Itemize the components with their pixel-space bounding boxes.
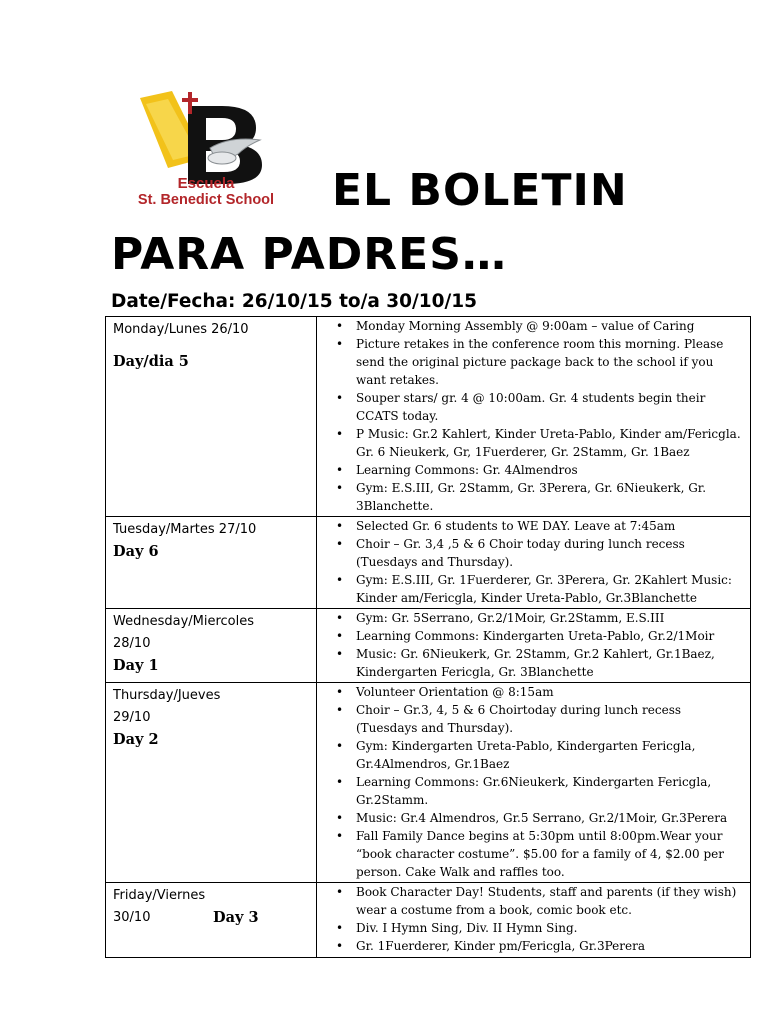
day-date-row xyxy=(113,907,310,929)
newsletter-title-line2: PARA PADRES… xyxy=(111,229,507,280)
events-list xyxy=(317,517,750,608)
list-item: • Learning Commons: Gr.6Nieukerk, Kindergarten Fericgla, Gr.2Stamm. xyxy=(335,773,746,809)
logo-emblem xyxy=(110,88,302,188)
events-cell xyxy=(317,317,751,517)
day-cell xyxy=(106,517,317,609)
events-cell xyxy=(317,883,751,958)
list-item: • Selected Gr. 6 students to WE DAY. Leave at 7:45am xyxy=(335,517,746,535)
list-item: • Souper stars/ gr. 4 @ 10:00am. Gr. 4 students begin their CCATS today. xyxy=(335,389,746,425)
list-item: • Gym: E.S.III, Gr. 1Fuerderer, Gr. 3Perera, Gr. 2Kahlert Music: Kinder am/Fericgla, Kinder Ureta-Pablo, Gr.3Blanchette xyxy=(335,571,746,607)
list-item: • Picture retakes in the conference room this morning. Please send the original picture package back to the school if you want retakes. xyxy=(335,335,746,389)
day-date: 28/10 xyxy=(113,636,151,651)
list-item: • Div. I Hymn Sing, Div. II Hymn Sing. xyxy=(335,919,746,937)
list-item: • Gym: Kindergarten Ureta-Pablo, Kindergarten Fericgla, Gr.4Almendros, Gr.1Baez xyxy=(335,737,746,773)
table-row-tuesday xyxy=(106,517,751,609)
events-list xyxy=(317,883,750,956)
day-cell xyxy=(106,683,317,883)
date-range: Date/Fecha: 26/10/15 to/a 30/10/15 xyxy=(111,291,478,312)
table-row-wednesday xyxy=(106,609,751,683)
school-logo xyxy=(110,88,302,210)
day-cell xyxy=(106,883,317,958)
list-item: • Gym: E.S.III, Gr. 2Stamm, Gr. 3Perera, Gr. 6Nieukerk, Gr. 3Blanchette. xyxy=(335,479,746,515)
day-number: Day/dia 5 xyxy=(113,353,189,370)
day-name: Wednesday/Miercoles xyxy=(113,614,255,629)
list-item: • Gym: Gr. 5Serrano, Gr.2/1Moir, Gr.2Stamm, E.S.III xyxy=(335,609,746,627)
newsletter-title-line1: EL BOLETIN xyxy=(332,165,628,216)
list-item: • Learning Commons: Gr. 4Almendros xyxy=(335,461,746,479)
day-cell xyxy=(106,609,317,683)
weekly-schedule-table xyxy=(105,316,751,958)
events-list xyxy=(317,683,750,882)
list-item: • Fall Family Dance begins at 5:30pm until 8:00pm.Wear your “book character costume”. $5.00 for a family of 4, $2.00 per person. Cake Walk and raffles too. xyxy=(335,827,746,881)
table-row-monday xyxy=(106,317,751,517)
events-list xyxy=(317,317,750,516)
list-item: • Choir – Gr. 3,4 ,5 & 6 Choir today during lunch recess (Tuesdays and Thursday). xyxy=(335,535,746,571)
day-cell xyxy=(106,317,317,517)
events-list xyxy=(317,609,750,682)
list-item: • Volunteer Orientation @ 8:15am xyxy=(335,683,746,701)
events-cell xyxy=(317,683,751,883)
list-item: • P Music: Gr.2 Kahlert, Kinder Ureta-Pablo, Kinder am/Fericgla. Gr. 6 Nieukerk, Gr, 1Fuerderer, Gr. 2Stamm, Gr. 1Baez xyxy=(335,425,746,461)
list-item: • Book Character Day! Students, staff and parents (if they wish) wear a costume from a book, comic book etc. xyxy=(335,883,746,919)
events-cell xyxy=(317,609,751,683)
day-number: Day 3 xyxy=(213,909,259,926)
table-row-thursday xyxy=(106,683,751,883)
list-item: • Monday Morning Assembly @ 9:00am – value of Caring xyxy=(335,317,746,335)
day-number: Day 2 xyxy=(113,731,159,748)
day-date: 30/10 xyxy=(113,910,151,925)
events-cell xyxy=(317,517,751,609)
day-name: Friday/Viernes xyxy=(113,888,206,903)
list-item: • Choir – Gr.3, 4, 5 & 6 Choirtoday during lunch recess (Tuesdays and Thursday). xyxy=(335,701,746,737)
day-name: Thursday/Jueves xyxy=(113,688,221,703)
day-name: Tuesday/Martes 27/10 xyxy=(113,522,257,537)
logo-line-school-name: St. Benedict School xyxy=(137,192,275,208)
logo-line-escuela: Escuela xyxy=(177,175,235,192)
list-item: • Music: Gr.4 Almendros, Gr.5 Serrano, Gr.2/1Moir, Gr.3Perera xyxy=(335,809,746,827)
day-number: Day 6 xyxy=(113,543,159,560)
day-date: 29/10 xyxy=(113,710,151,725)
day-name: Monday/Lunes 26/10 xyxy=(113,322,249,337)
list-item: • Learning Commons: Kindergarten Ureta-Pablo, Gr.2/1Moir xyxy=(335,627,746,645)
day-number: Day 1 xyxy=(113,657,159,674)
list-item: • Music: Gr. 6Nieukerk, Gr. 2Stamm, Gr.2 Kahlert, Gr.1Baez, Kindergarten Fericgla, Gr. 3Blanchette xyxy=(335,645,746,681)
list-item: • Gr. 1Fuerderer, Kinder pm/Fericgla, Gr.3Perera xyxy=(335,937,746,955)
table-row-friday xyxy=(106,883,751,958)
